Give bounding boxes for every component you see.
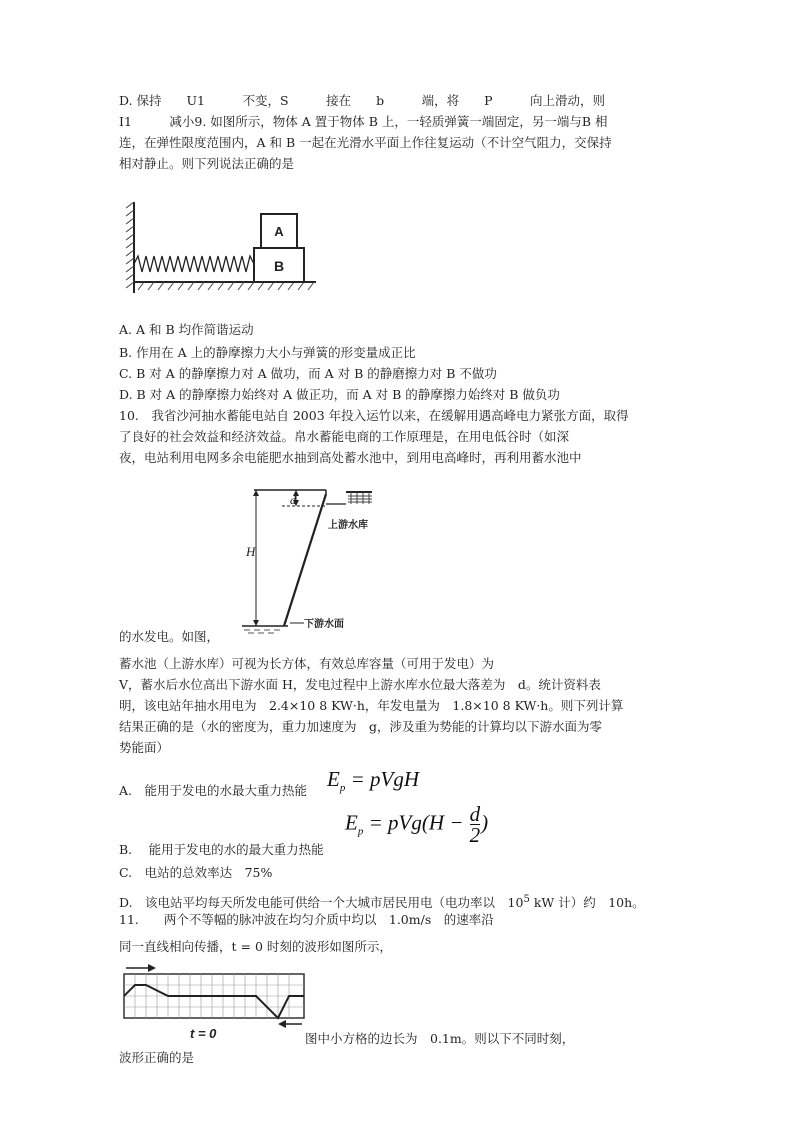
time-label: t = 0 (190, 1026, 217, 1041)
arrow-left-icon (278, 1020, 286, 1028)
formula-b: $E_p = pVg(H$ − $\frac{d}{2}$ ) (345, 802, 489, 847)
text-line: 波形正确的是 (119, 1050, 195, 1065)
arrow-right-icon (148, 964, 156, 972)
text-line: 势能面） (119, 740, 170, 755)
text-line: 相对静止。则下列说法正确的是 (119, 156, 295, 171)
text-line: 结果正确的是（水的密度为，重力加速度为 g，涉及重为势能的计算均以下游水面为零 (119, 719, 603, 734)
label-lower-water: 下游水面 (304, 619, 344, 630)
text-line: 10. 我省沙河抽水蓄能电站自 2003 年投入运竹以来，在缓解用遇高峰电力紧张方面，取得 (119, 408, 629, 423)
option-c-10: C. 电站的总效率达 75% (119, 865, 273, 880)
label-upper-reservoir: 上游水库 (328, 520, 368, 531)
option-c: C. B 对 A 的静摩擦力对 A 做功，而 A 对 B 的静磨擦力对 B 不做功 (119, 366, 497, 381)
spring (134, 256, 254, 272)
option-a: A. A 和 B 均作简谐运动 (119, 322, 254, 337)
pulse-wave-figure (118, 962, 310, 1042)
text-line: 夜，电站利用电网多余电能肥水抽到高处蓄水池中，到用电高峰时，再利用蓄水池中 (119, 450, 582, 465)
option-a-10: A. 能用于发电的水最大重力热能 (119, 783, 308, 798)
text-line: I1 减小9. 如图所示，物体 A 置于物体 B 上，一轻质弹簧一端固定，另一端与B 相 (119, 114, 608, 129)
block-a-label: A (274, 224, 284, 239)
text-line: 连，在弹性限度范围内，A 和 B 一起在光滑水平面上作往复运动（不计空气阻力，交保持 (119, 135, 612, 150)
option-b: B. 作用在 A 上的静摩擦力大小与弹簧的形变量成正比 (119, 345, 416, 360)
spring-block-figure (124, 198, 324, 300)
text-line: 同一直线相向传播，t = 0 时刻的波形如图所示， (119, 939, 392, 954)
text-line: 11. 两个不等幅的脉冲波在均匀介质中均以 1.0m/s 的速率沿 (119, 912, 494, 927)
text-line: 了良好的社会效益和经济效益。帛水蓄能电商的工作原理是，在用电低谷时（如深 (119, 429, 570, 444)
label-d: d (290, 493, 296, 507)
option-d-10: D. 该电站平均每天所发电能可供给一个大城市居民用电（电功率以 $10^5$ kW 计）约 10h。 (119, 894, 645, 911)
text-line: 图中小方格的边长为 0.1m。则以下不同时刻， (305, 1031, 575, 1046)
text-line: 的水发电。如图， (119, 629, 220, 644)
formula-a: $E_p$ = pVgH (327, 767, 419, 795)
text-line: 蓄水池（上游水库）可视为长方体，有效总库容量（可用于发电）为 (119, 656, 495, 671)
option-b-10: B. 能用于发电的水的最大重力热能 (119, 842, 324, 857)
option-d: D. B 对 A 的静摩擦力始终对 A 做正功，而 A 对 B 的静摩擦力始终对 B 做负功 (119, 387, 560, 402)
text-line: V，蓄水后水位高出下游水面 H，发电过程中上游水库水位最大落差为 d。统计资料表 (119, 677, 601, 692)
text-line: D. 保持 U1 不变，S 接在 b 端，将 P 向上滑动，则 (119, 93, 605, 108)
block-b-label: B (273, 258, 285, 274)
label-h: H (246, 544, 256, 559)
text-line: 明，该电站年抽水用电为 2.4×10 8 KW·h，年发电量为 1.8×10 8 KW·h。则下列计算 (119, 698, 624, 713)
reservoir-figure (238, 482, 398, 638)
